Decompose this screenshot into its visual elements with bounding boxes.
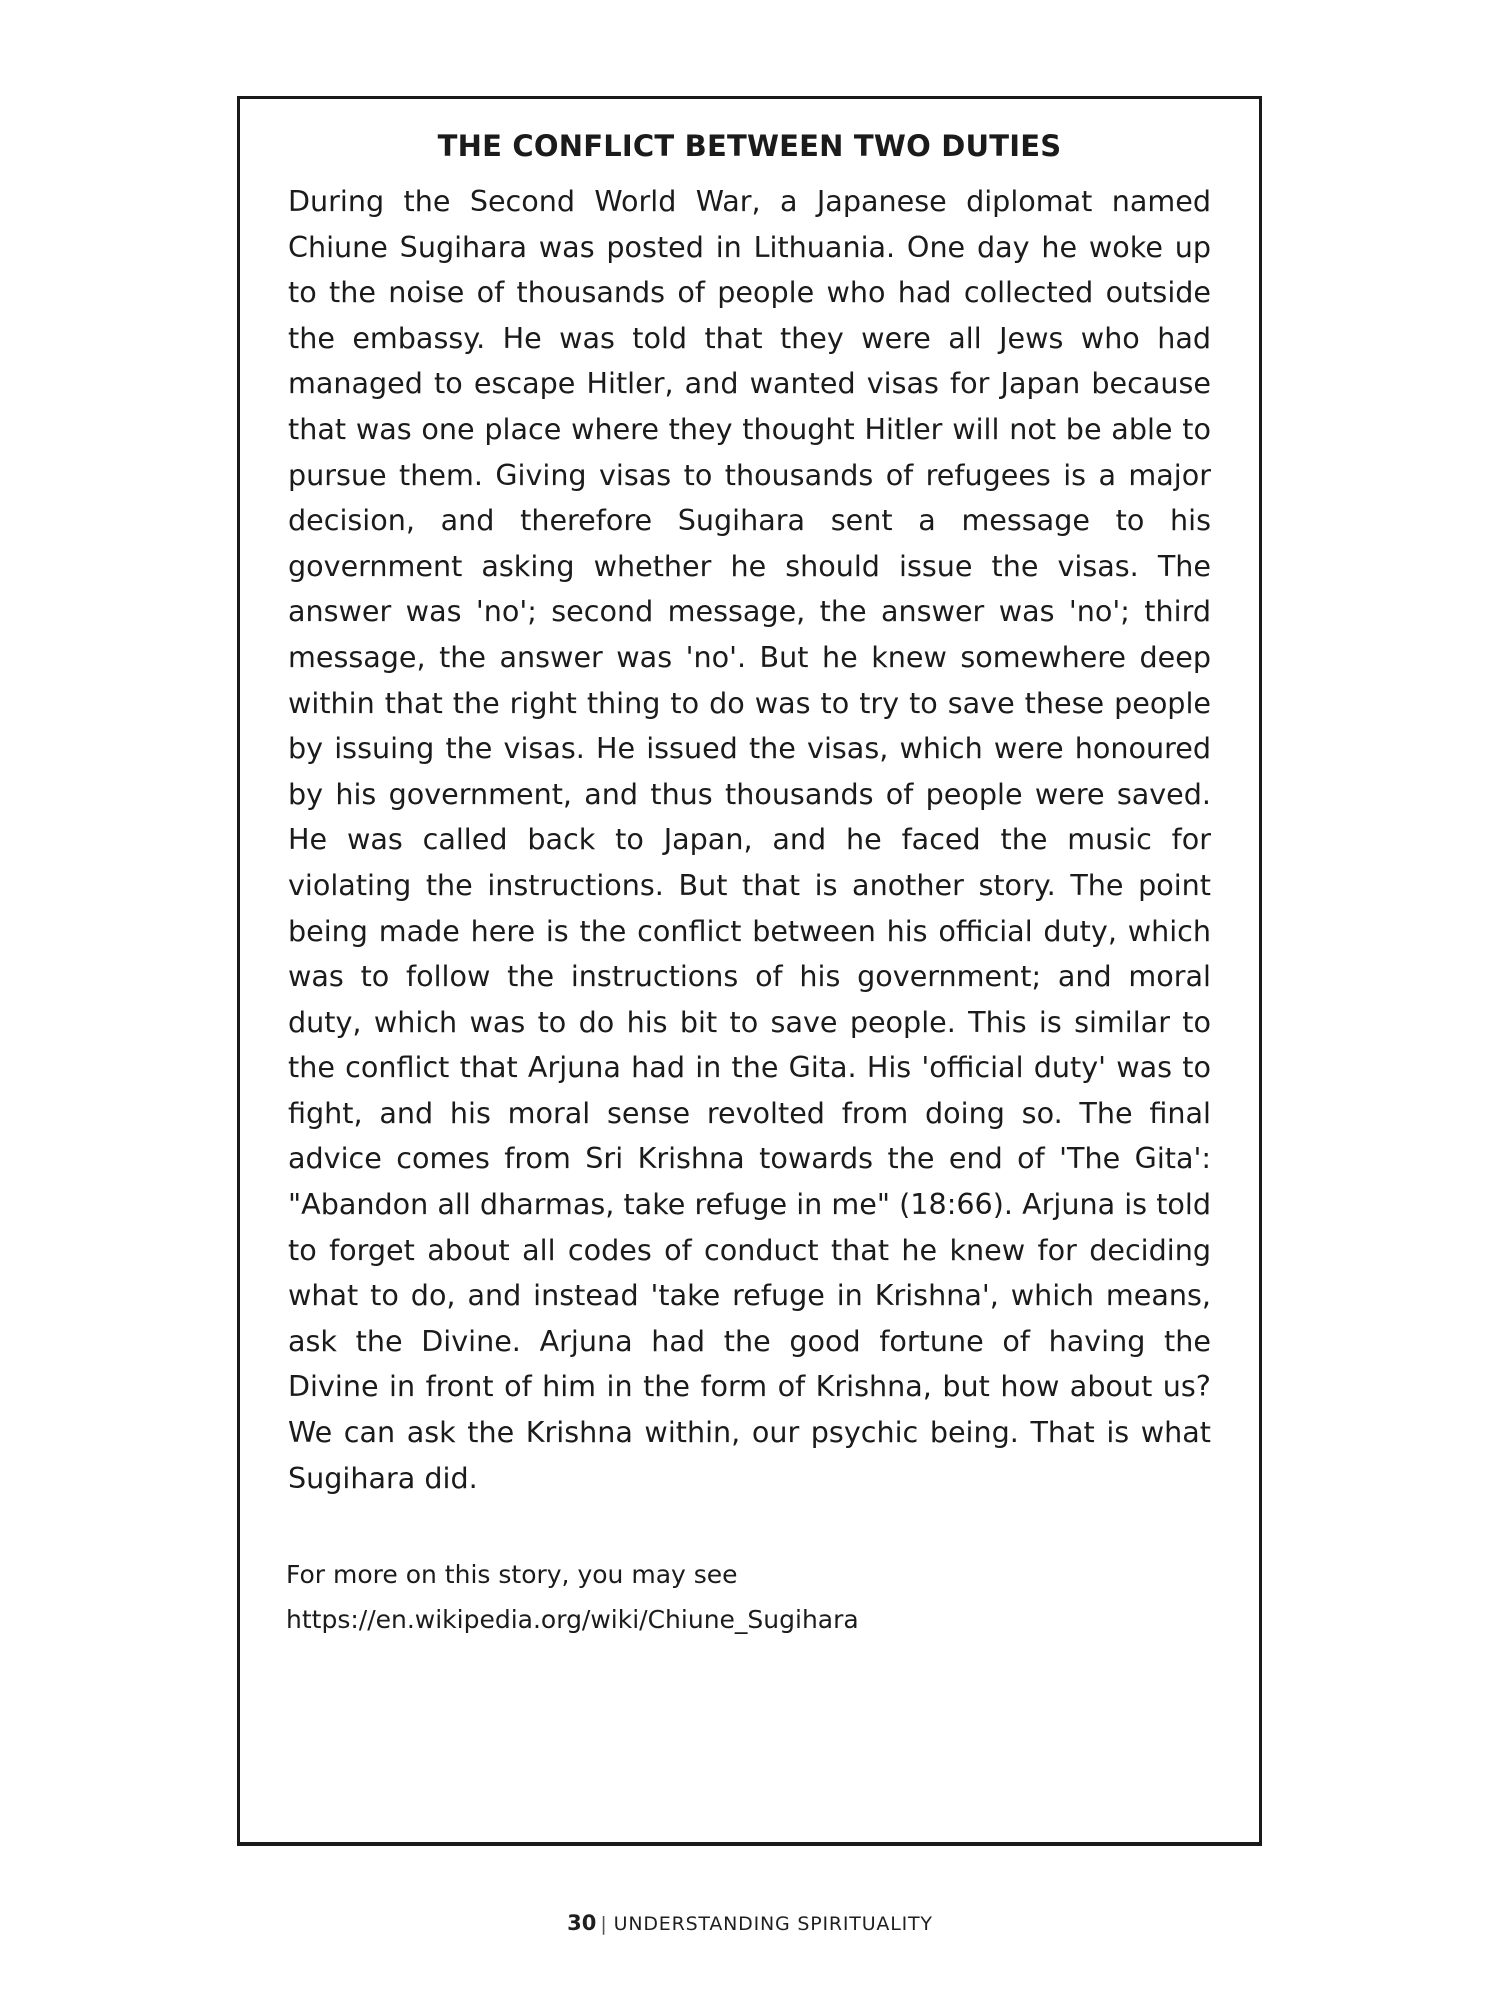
page-footer [0, 1911, 1500, 1935]
further-reading-note [286, 1552, 1211, 1642]
sidebar-box [237, 96, 1262, 1846]
box-body-text: During the Second World War, a Japanese diplomat named Chiune Sugihara was posted in Lithuania. One day he woke up to the noise of thousands of people who had collected outside the embassy. He was told that they were all Jews who had managed to escape Hitler, and wanted visas for Japan because that was one place where they thought Hitler will not be able to pursue them. Giving visas to thousands of refugees is a major decision, and therefore Sugihara sent a message to his government asking whether he should issue the visas. The answer was 'no'; second message, the answer was 'no'; third message, the answer was 'no'. But he knew somewhere deep within that the right thing to do was to try to save these people by issuing the visas. He issued the visas, which were honoured by his government, and thus thousands of people were saved. He was called back to Japan, and he faced the music for violating the instructions. But that is another story. The point being made here is the conflict between his official duty, which was to follow the instructions of his government; and moral duty, which was to do his bit to save people. This is similar to the conflict that Arjuna had in the Gita. His 'official duty' was to fight, and his moral sense revolted from doing so. The final advice comes from Sri Krishna towards the end of 'The Gita': "Abandon all dharmas, take refuge in me" (18:66). Arjuna is told to forget about all codes of conduct that he knew for deciding what to do, and instead 'take refuge in Krishna', which means, ask the Divine. Arjuna had the good fortune of having the Divine in front of him in the form of Krishna, but how about us? We can ask the Krishna within, our psychic being. That is what Sugihara did. [288, 184, 1211, 1495]
note-text: For more on this story, you may see [286, 1560, 738, 1589]
wikipedia-link[interactable]: https://en.wikipedia.org/wiki/Chiune_Sugihara [286, 1605, 859, 1634]
box-title: THE CONFLICT BETWEEN TWO DUTIES [437, 129, 1062, 163]
footer-separator: | [600, 1913, 608, 1935]
page-number: 30 [567, 1911, 597, 1935]
book-title: UNDERSTANDING SPIRITUALITY [613, 1913, 933, 1935]
